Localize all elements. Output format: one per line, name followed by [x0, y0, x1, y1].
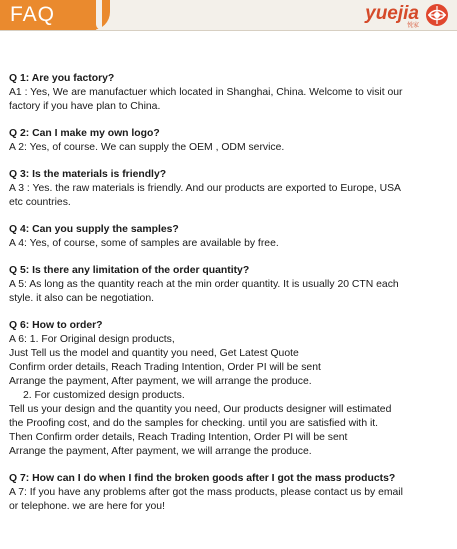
faq-answer-line: A 5: As long as the quantity reach at the min order quantity. It is usually 20 CTN each [9, 279, 399, 290]
faq-question: Q 7: How can I do when I find the broken goods after I got the mass products? [9, 473, 396, 484]
faq-answer-line: Tell us your design and the quantity you need, Our products designer will estimated [9, 404, 392, 415]
faq-answer-line: etc countries. [9, 197, 71, 208]
faq-item-3 [9, 168, 449, 210]
page-title: FAQ [10, 3, 56, 26]
faq-answer-line: A 4: Yes, of course, some of samples are available by free. [9, 238, 279, 249]
faq-answer-line: style. it also can be negotiation. [9, 293, 154, 304]
tab-curve [96, 0, 102, 30]
faq-question: Q 6: How to order? [9, 320, 103, 331]
faq-answer-line: the Proofing cost, and do the samples for checking. until you are satisfied with it. [9, 418, 379, 429]
faq-item-1 [9, 72, 449, 114]
faq-question: Q 2: Can I make my own logo? [9, 128, 160, 139]
faq-answer-line: A 6: 1. For Original design products, [9, 334, 175, 345]
faq-item-2 [9, 127, 449, 155]
faq-item-6 [9, 319, 449, 459]
faq-answer-line: A 2: Yes, of course. We can supply the OEM , ODM service. [9, 142, 285, 153]
faq-question: Q 3: Is the materials is friendly? [9, 169, 167, 180]
brand-name: yuejia [365, 3, 419, 24]
faq-answer-line: Arrange the payment, After payment, we will arrange the produce. [9, 446, 312, 457]
faq-answer-line: Just Tell us the model and quantity you need, Get Latest Quote [9, 348, 299, 359]
brand-logo-icon [425, 3, 449, 27]
faq-answer-line: A1 : Yes, We are manufactuer which located in Shanghai, China. Welcome to visit our [9, 87, 403, 98]
faq-answer-line: Confirm order details, Reach Trading Intention, Order PI will be sent [9, 362, 321, 373]
faq-item-7 [9, 472, 449, 514]
faq-item-5 [9, 264, 449, 306]
faq-header [0, 0, 457, 31]
brand-subtitle: 悦家 [406, 22, 419, 29]
faq-answer-line: factory if you have plan to China. [9, 101, 161, 112]
faq-item-4 [9, 223, 449, 251]
faq-answer-line: A 7: If you have any problems after got the mass products, please contact us by email [9, 487, 403, 498]
faq-answer-line: Then Confirm order details, Reach Trading Intention, Order PI will be sent [9, 432, 348, 443]
faq-answer-line: 2. For customized design products. [23, 390, 185, 401]
faq-question: Q 5: Is there any limitation of the order quantity? [9, 265, 250, 276]
faq-question: Q 1: Are you factory? [9, 73, 115, 84]
faq-list [9, 72, 449, 527]
faq-answer-line: A 3 : Yes. the raw materials is friendly. And our products are exported to Europe, USA [9, 183, 401, 194]
faq-question: Q 4: Can you supply the samples? [9, 224, 179, 235]
faq-answer-line: Arrange the payment, After payment, we will arrange the produce. [9, 376, 312, 387]
faq-answer-line: or telephone. we are here for you! [9, 501, 165, 512]
